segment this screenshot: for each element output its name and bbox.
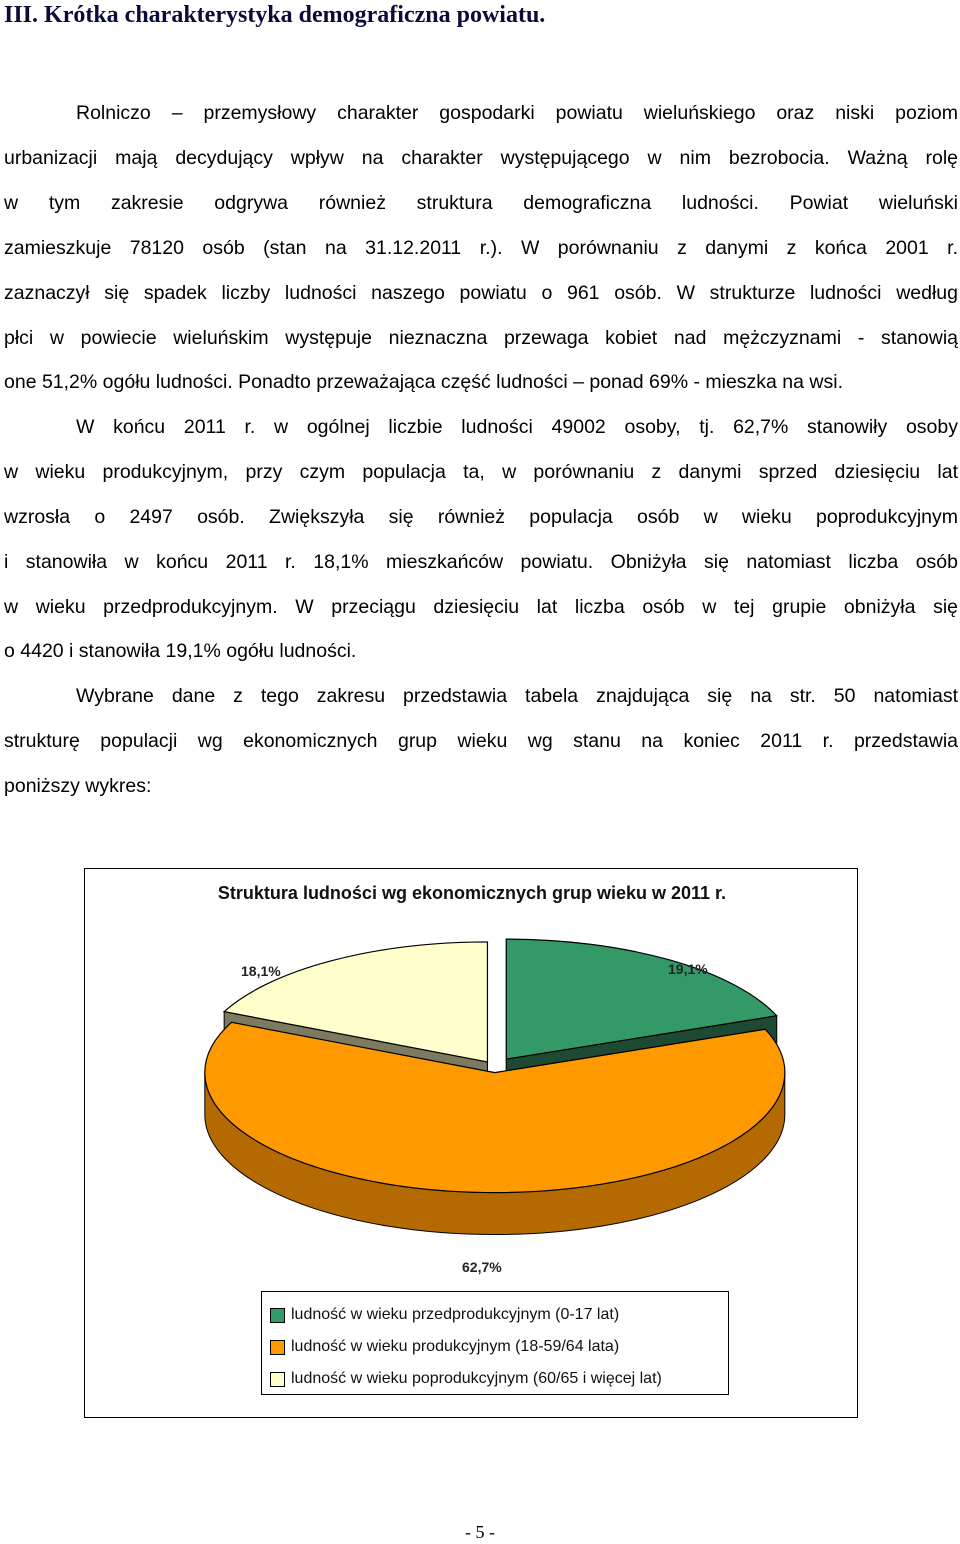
paragraph-line: w wieku produkcyjnym, przy czym populacja ta, w porównaniu z danymi sprzed dziesięciu lat — [4, 461, 958, 483]
pie-chart — [84, 868, 858, 1418]
paragraph-line: poniższy wykres: — [4, 775, 152, 797]
data-label-postproductive: 18,1% — [241, 963, 281, 979]
paragraph-line: i stanowiła w końcu 2011 r. 18,1% mieszkańców powiatu. Obniżyła się natomiast liczba osób — [4, 551, 958, 573]
paragraph-line: Rolniczo – przemysłowy charakter gospodarki powiatu wieluńskiego oraz niski poziom — [76, 102, 958, 124]
paragraph-line: w wieku przedprodukcyjnym. W przeciągu dziesięciu lat liczba osób w tej grupie obniżyła się — [4, 596, 958, 618]
paragraph-line: płci w powiecie wieluńskim występuje nieznaczna przewaga kobiet nad mężczyznami - stanowią — [4, 327, 958, 349]
legend-swatch-productive — [270, 1340, 285, 1355]
chart-legend — [261, 1291, 729, 1395]
legend-item — [270, 1363, 728, 1395]
paragraph-line: zamieszkuje 78120 osób (stan na 31.12.2011 r.). W porównaniu z danymi z końca 2001 r. — [4, 237, 958, 259]
legend-item — [270, 1331, 728, 1363]
data-label-productive: 62,7% — [462, 1259, 502, 1275]
paragraph-line: urbanizacji mają decydujący wpływ na charakter występującego w nim bezrobocia. Ważną rolę — [4, 147, 958, 169]
legend-item — [270, 1299, 728, 1331]
legend-swatch-preproductive — [270, 1308, 285, 1323]
paragraph-line: W końcu 2011 r. w ogólnej liczbie ludności 49002 osoby, tj. 62,7% stanowiły osoby — [76, 416, 958, 438]
legend-label: ludność w wieku poprodukcyjnym (60/65 i więcej lat) — [291, 1370, 662, 1387]
legend-label: ludność w wieku produkcyjnym (18-59/64 lata) — [291, 1338, 620, 1355]
paragraph-line: wzrosła o 2497 osób. Zwiększyła się również populacja osób w wieku poprodukcyjnym — [4, 506, 958, 528]
pie-chart-plot — [85, 869, 856, 1289]
paragraph-line: o 4420 i stanowiła 19,1% ogółu ludności. — [4, 640, 357, 662]
chart-title: Struktura ludności wg ekonomicznych grup wieku w 2011 r. — [217, 883, 727, 903]
paragraph-line: Wybrane dane z tego zakresu przedstawia tabela znajdująca się na str. 50 natomiast — [76, 685, 958, 707]
section-heading: III. Krótka charakterystyka demograficzna powiatu. — [4, 2, 546, 28]
paragraph-line: one 51,2% ogółu ludności. Ponadto przeważająca część ludności – ponad 69% - mieszka na wsi. — [4, 371, 843, 393]
legend-label: ludność w wieku przedprodukcyjnym (0-17 lat) — [291, 1306, 620, 1323]
data-label-preproductive: 19,1% — [668, 961, 708, 977]
legend-swatch-postproductive — [270, 1372, 285, 1387]
paragraph-line: w tym zakresie odgrywa również struktura demograficzna ludności. Powiat wieluński — [4, 192, 958, 214]
paragraph-line: zaznaczył się spadek liczby ludności naszego powiatu o 961 osób. W strukturze ludności według — [4, 282, 958, 304]
page-number: - 5 - — [465, 1522, 495, 1542]
paragraph-line: strukturę populacji wg ekonomicznych grup wieku wg stanu na koniec 2011 r. przedstawia — [4, 730, 958, 752]
